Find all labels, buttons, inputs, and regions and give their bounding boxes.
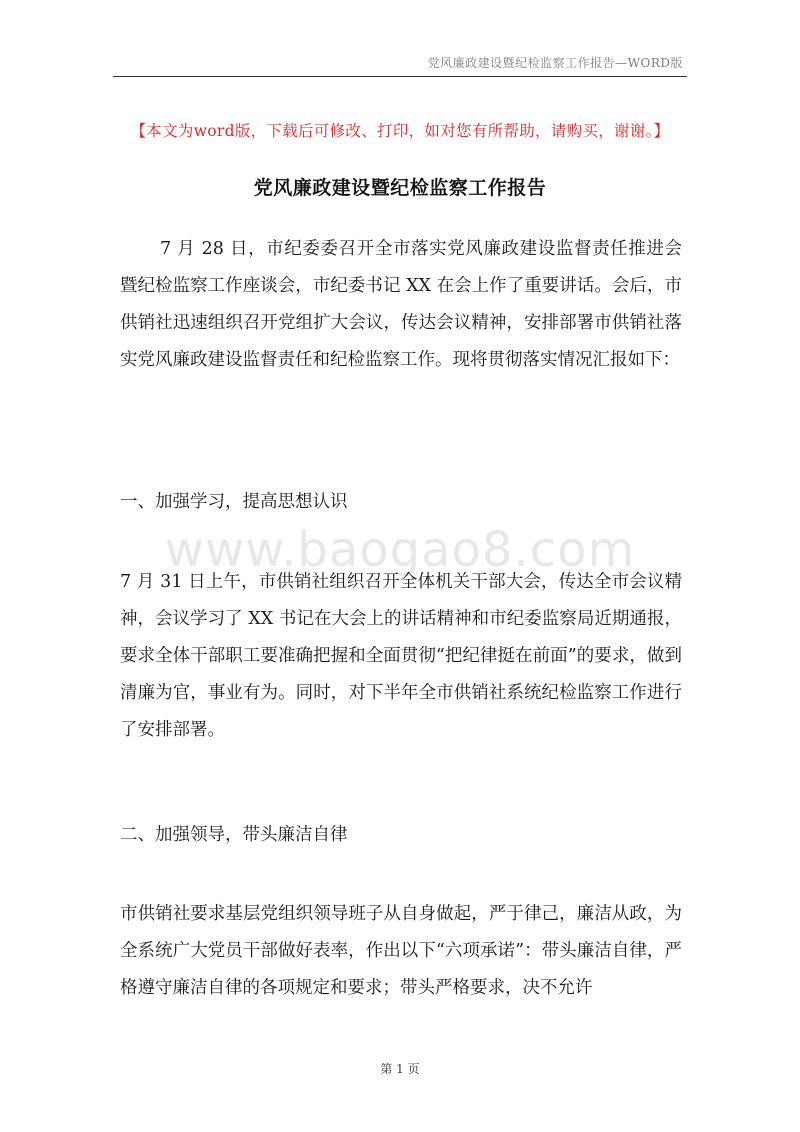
paragraph-section-1: 7 月 31 日上午，市供销社组织召开全体机关干部大会，传达全市会议精神，会议学习了 XX 书记在大会上的讲话精神和市纪委监察局近期通报，要求全体干部职工要准确把握和全面贯彻“把纪律挺在前面”的要求，做到清廉为官，事业有为。同时，对下半年全市供销社系统纪检监察工作进行了安排部署。 <box>120 572 682 740</box>
header-divider <box>113 76 687 77</box>
paragraph-section-2: 市供销社要求基层党组织领导班子从自身做起，严于律己，廉洁从政，为全系统广大党员干部做好表率，作出以下“六项承诺”：带头廉洁自律，严格遵守廉洁自律的各项规定和要求；带头严格要求，决不允许 <box>120 904 682 998</box>
section-heading-1: 一、加强学习，提高思想认识 <box>120 492 348 512</box>
page-number: 第 1 页 <box>380 1062 420 1076</box>
download-notice: 【本文为word版，下载后可修改、打印，如对您有所帮助，请购买，谢谢。】 <box>130 122 670 140</box>
running-header: 党风廉政建设暨纪检监察工作报告—WORD版 <box>427 56 683 70</box>
section-heading-2: 二、加强领导，带头廉洁自律 <box>120 825 348 845</box>
paragraph-intro: 7 月 28 日，市纪委委召开全市落实党风廉政建设监督责任推进会暨纪检监察工作座谈会，市纪委书记 XX 在会上作了重要讲话。会后，市供销社迅速组织召开党组扩大会议，传达会议精神，安排部署市供销社落实党风廉政建设监督责任和纪检监察工作。现将贯彻落实情况汇报如下： <box>120 239 682 370</box>
document-title: 党风廉政建设暨纪检监察工作报告 <box>253 177 547 199</box>
watermark: www.baogao8.com <box>164 522 636 578</box>
